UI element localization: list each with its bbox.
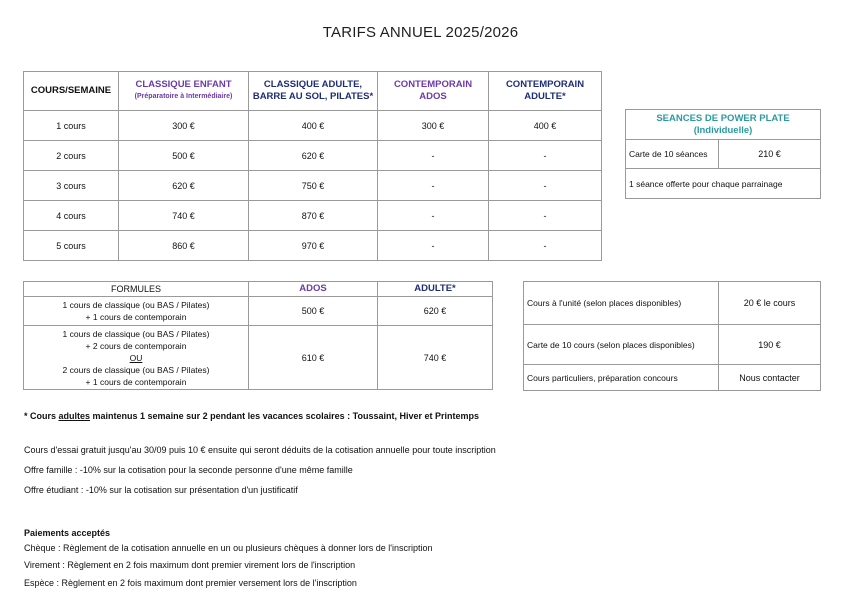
cell-price: - <box>378 201 489 231</box>
header-classique-adulte-line1: CLASSIQUE ADULTE, <box>263 79 363 90</box>
header-cours-semaine: COURS/SEMAINE <box>24 72 119 111</box>
cell-cours: 2 cours <box>24 141 119 171</box>
formule-line: 2 cours de classique (ou BAS / Pilates) <box>62 364 210 375</box>
adult-courses-note <box>24 410 479 422</box>
cell-price: 620 € <box>249 141 378 171</box>
cell-price: 500 € <box>119 141 249 171</box>
power-plate-card-label: Carte de 10 séances <box>626 140 719 169</box>
power-plate-subtitle: (Individuelle) <box>693 124 753 136</box>
trial-note: Cours d'essai gratuit jusqu'au 30/09 puis 10 € ensuite qui seront déduits de la cotisation annuelle pour toute inscription <box>24 445 496 455</box>
cell-cours: 4 cours <box>24 201 119 231</box>
formule-line: + 1 cours de contemporain <box>85 312 187 322</box>
cell-price: 400 € <box>249 111 378 141</box>
cell-cours: 5 cours <box>24 231 119 261</box>
header-contemporain-ados-line1: CONTEMPORAIN <box>393 79 473 90</box>
cell-price: - <box>378 171 489 201</box>
formule-line: 1 cours de classique (ou BAS / Pilates) <box>62 300 210 310</box>
table-row <box>24 297 493 326</box>
table-row <box>24 111 602 141</box>
note-text: maintenus 1 semaine sur 2 pendant les vacances scolaires : Toussaint, Hiver et Printemps <box>90 411 480 421</box>
formules-header-adulte: ADULTE* <box>378 282 493 297</box>
power-plate-card-price: 210 € <box>719 140 821 169</box>
cell-price: - <box>489 201 602 231</box>
formule-line: + 2 cours de contemporain <box>85 340 187 351</box>
extra-price: 20 € le cours <box>719 282 821 325</box>
formules-header: FORMULES <box>24 282 249 297</box>
cell-price: - <box>378 141 489 171</box>
table-row <box>524 282 821 325</box>
payments-title: Paiements acceptés <box>24 528 111 538</box>
cell-price: 620 € <box>119 171 249 201</box>
formule-ou: OU <box>129 352 143 363</box>
note-underlined: adultes <box>58 411 91 421</box>
header-classique-adulte <box>249 72 378 111</box>
table-row <box>24 141 602 171</box>
cell-price: - <box>378 231 489 261</box>
cell-price: 860 € <box>119 231 249 261</box>
formule-line: + 1 cours de contemporain <box>85 376 187 387</box>
header-classique-adulte-line2: BARRE AU SOL, PILATES* <box>252 91 374 102</box>
note-text: * Cours <box>24 411 59 421</box>
cell-price: 740 € <box>378 326 493 390</box>
cell-price: - <box>489 171 602 201</box>
header-classique-enfant-label: CLASSIQUE ENFANT <box>135 79 232 90</box>
formule-description <box>24 326 249 390</box>
header-contemporain-ados <box>378 72 489 111</box>
header-classique-enfant-sub: (Préparatoire à Intermédiaire) <box>134 93 233 100</box>
header-contemporain-adulte-line2: ADULTE* <box>524 91 566 102</box>
cell-cours: 1 cours <box>24 111 119 141</box>
cell-price: 500 € <box>249 297 378 326</box>
power-plate-header <box>626 110 821 140</box>
header-contemporain-adulte <box>489 72 602 111</box>
payment-espece: Espèce : Règlement en 2 fois maximum dont premier versement lors de l'inscription <box>24 578 357 588</box>
main-pricing-table <box>23 71 602 261</box>
table-row <box>24 231 602 261</box>
table-row <box>524 365 821 391</box>
cell-price: 620 € <box>378 297 493 326</box>
table-row <box>24 326 493 390</box>
cell-price: 750 € <box>249 171 378 201</box>
extra-label: Carte de 10 cours (selon places disponibles) <box>524 325 719 365</box>
extra-label: Cours particuliers, préparation concours <box>524 365 719 391</box>
payment-virement: Virement : Règlement en 2 fois maximum dont premier virement lors de l'inscription <box>24 560 356 570</box>
extra-label: Cours à l'unité (selon places disponibles) <box>524 282 719 325</box>
table-row <box>24 171 602 201</box>
power-plate-offer: 1 séance offerte pour chaque parrainage <box>626 169 821 199</box>
cell-price: 400 € <box>489 111 602 141</box>
cell-price: - <box>489 231 602 261</box>
cell-price: 300 € <box>378 111 489 141</box>
formule-line: 1 cours de classique (ou BAS / Pilates) <box>62 328 210 339</box>
formules-table <box>23 281 493 390</box>
family-offer: Offre famille : -10% sur la cotisation pour la seconde personne d'une même famille <box>24 465 353 475</box>
power-plate-title: SEANCES DE POWER PLATE <box>656 112 790 124</box>
formules-header-ados: ADOS <box>249 282 378 297</box>
cell-price: 870 € <box>249 201 378 231</box>
header-contemporain-ados-line2: ADOS <box>419 91 447 102</box>
cell-price: 300 € <box>119 111 249 141</box>
cell-price: - <box>489 141 602 171</box>
student-offer: Offre étudiant : -10% sur la cotisation sur présentation d'un justificatif <box>24 485 298 495</box>
cell-price: 970 € <box>249 231 378 261</box>
power-plate-table <box>625 109 821 199</box>
extra-price: 190 € <box>719 325 821 365</box>
formule-description <box>24 297 249 326</box>
table-row <box>524 325 821 365</box>
table-header-row <box>24 72 602 111</box>
cell-cours: 3 cours <box>24 171 119 201</box>
page-title: TARIFS ANNUEL 2025/2026 <box>322 24 519 41</box>
extras-table <box>523 281 821 391</box>
cell-price: 610 € <box>249 326 378 390</box>
header-contemporain-adulte-line1: CONTEMPORAIN <box>505 79 585 90</box>
header-classique-enfant <box>119 72 249 111</box>
extra-price: Nous contacter <box>719 365 821 391</box>
cell-price: 740 € <box>119 201 249 231</box>
table-row <box>24 201 602 231</box>
payment-cheque: Chèque : Règlement de la cotisation annuelle en un ou plusieurs chèques à donner lors de l'inscription <box>24 543 433 553</box>
